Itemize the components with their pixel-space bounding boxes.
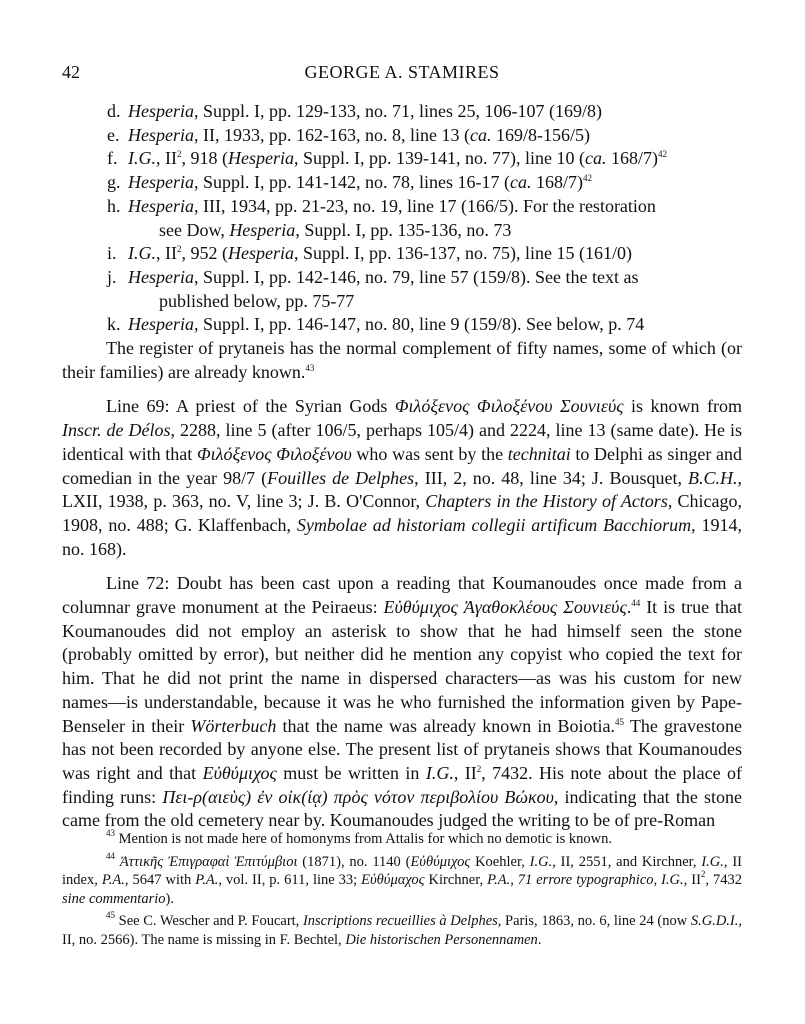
reference-continuation [107,219,742,243]
footnote [62,830,742,849]
text-run: 168/7) [531,172,583,193]
text-run: , 5647 with [124,872,196,888]
text-run: ca. [509,172,532,193]
text-run: , Paris, 1863, no. 6, line 24 (now [497,913,691,929]
text-run: , 1914, no. 168). [62,514,742,559]
text-run: , III, 2, no. 48, line 34; J. Bousquet, [414,467,688,488]
text-run: S.G.D.I. [690,913,739,929]
reference-letter: k. [107,314,121,335]
text-run: Symbolae ad historiam collegii artificum Bacchiorum [296,514,692,535]
text-run: ca. [469,124,492,145]
running-title: GEORGE A. STAMIRES [304,62,500,82]
footnote [62,850,742,909]
text-run: Fouilles de Delphes [267,467,415,488]
text-run: Die historischen Personennamen [345,931,538,948]
text-run: , II, 2551, and Kirchner, [552,853,702,870]
text-run: , Suppl. I, pp. 129-133, no. 71, lines 25, 106-107 (169/8) [194,101,602,121]
reference-item [107,171,742,195]
reference-item [107,100,742,124]
paragraph [62,395,742,561]
note-ref: 45 [106,910,115,920]
paragraph [62,572,742,833]
text-run: that the name was already known in Boiotia. [276,715,616,736]
note-ref: 42 [657,149,667,160]
text-run: , II [156,148,177,169]
text-run: , III, 1934, pp. 21-23, no. 19, line 17 (166/5). For the restoration [194,195,656,216]
text-run: published below, pp. 75-77 [159,290,355,311]
text-run: Φιλόξενος Φιλοξένου Σουνιεύς [394,396,624,417]
text-run: Πει-ρ(αιεὺς) ἐν οἰκ(ίᾳ) πρὸς νότον περιβολίου Βώκου [162,786,554,807]
note-ref: 44 [106,850,115,861]
text-run: I.G. [425,762,454,783]
text-run: I.G. [128,148,156,169]
text-run: , II [453,762,477,783]
reference-letter: d. [107,101,121,121]
footnotes [62,830,742,953]
note-ref: 2 [177,149,182,160]
reference-letter: e. [107,124,120,145]
body-text [62,337,742,844]
text-run: , 2288, line 5 (after 106/5, perhaps 105/4) and 2224, line 13 (same date). He is identical with that [62,420,742,464]
reference-letter: h. [107,195,121,216]
text-run: I.G. [529,853,553,870]
text-run: P.A. [195,872,219,888]
text-run: See C. Wescher and P. Foucart, [115,913,303,929]
text-run: , 7432 [705,872,742,888]
text-run: , 952 ( [181,243,228,264]
text-run: , Suppl. I, pp. 136-137, no. 75), line 15 (161/0) [294,243,632,264]
text-run: , LXII, 1938, p. 363, no. V, line 3; J. B. O'Connor, [62,467,742,512]
text-run: Hesperia [128,124,194,145]
text-run: . [537,931,542,948]
text-run: , II [683,872,701,888]
text-run: , Suppl. I, pp. 135-136, no. 73 [295,219,512,240]
text-run: Hesperia [128,101,194,121]
text-run: It is true that Koumanoudes did not employ an asterisk to show that he had himself seen the stone (probably omitted by error), but neither did he mention any copyist who copied the text for him. That he did not print the name in dispersed characters—as was his custom for new names—is understandable, because it was he who furnished the information given by Pape-Benseler in their [62,597,742,736]
text-run: P.A. [101,872,125,888]
text-run: who was sent by the [351,443,508,464]
text-run: I.G. [128,243,156,264]
text-run: Hesperia [128,314,194,335]
text-run: . [626,597,632,618]
text-run: Inscriptions recueillies à Delphes [302,913,498,929]
text-run: B.C.H. [688,467,738,488]
text-run: , 918 ( [181,148,228,169]
text-run: Kirchner, [424,872,488,888]
text-run: The gravestone has not been recorded by anyone else. The present list of prytaneis shows that Koumanoudes was right and that [62,715,742,783]
text-run: The register of prytaneis has the normal complement of fifty names, some of which (or their families) are already known. [62,338,742,382]
reference-list [107,100,742,337]
text-run: P.A. [487,872,511,888]
text-run: 169/8-156/5) [491,124,590,145]
text-run: Hesperia [229,219,296,240]
text-run: 168/7) [606,148,658,169]
text-run: ). [165,890,174,907]
text-run: is known from [623,396,743,417]
text-run: , Suppl. I, pp. 141-142, no. 78, lines 16-17 ( [194,172,510,193]
text-run: Wörterbuch [190,715,277,736]
reference-item [107,124,742,148]
text-run: , II [156,243,177,264]
paragraph [62,337,742,384]
text-run: Hesperia [128,266,194,287]
text-run: Hesperia [128,195,194,216]
note-ref: 43 [106,828,115,838]
text-run: Εὐθύμιχος [202,762,277,783]
text-run: Line 69: A priest of the Syrian Gods [106,396,395,417]
text-run: , Suppl. I, pp. 139-141, no. 77), line 10 ( [294,148,585,169]
text-run: Εὐθύμαχος [361,872,425,888]
note-ref: 2 [700,869,706,879]
footnote [62,912,742,949]
text-run: to Delphi as singer and comedian in the year 98/7 ( [62,443,742,488]
reference-item [107,147,742,171]
text-run: Inscr. de Délos [62,420,171,441]
reference-letter: j. [107,266,117,287]
text-run: Koehler, [470,853,530,870]
text-run: Line 72: Doubt has been cast upon a reading that Koumanoudes once made from a columnar grave monument at the Peiraeus: [62,573,742,618]
reference-continuation [107,290,742,314]
text-run: , Suppl. I, pp. 142-146, no. 79, line 57 (159/8). See the text as [194,266,639,287]
text-run: Chapters in the History of Actors [425,491,668,512]
page-number: 42 [62,62,80,82]
text-run: Hesperia [128,172,194,193]
text-run: , II index, [62,853,742,888]
text-run: I.G. [701,853,724,870]
note-ref: 2 [177,244,182,255]
text-run: , [510,872,518,888]
text-run: Εὐθύμιχος [410,853,471,870]
text-run: Mention is not made here of homonyms from Attalis for which no demotic is known. [115,831,612,847]
text-run: see Dow, [159,219,230,240]
reference-item [107,242,742,266]
text-run: technitai [507,443,571,464]
reference-item [107,266,742,313]
text-run: must be written in [276,762,426,783]
text-run: , vol. II, p. 611, line 33; [218,872,362,888]
text-run: , II, no. 2566). The name is missing in F. Bechtel, [62,913,742,948]
text-run: Φιλόξενος Φιλοξένου [196,443,352,464]
note-ref: 42 [582,173,592,184]
text-run: , Suppl. I, pp. 146-147, no. 80, line 9 (159/8). See below, p. 74 [194,314,645,335]
reference-item [107,195,742,242]
reference-letter: i. [107,243,117,264]
reference-letter: g. [107,172,121,193]
note-ref: 2 [476,763,482,774]
reference-item [107,313,742,337]
text-run: , II, 1933, pp. 162-163, no. 8, line 13 ( [194,124,470,145]
page-header [62,62,742,84]
text-run: Hesperia [228,148,294,169]
reference-letter: f. [107,148,118,169]
text-run: Ἀττικῆς Ἐπιγραφαὶ Ἐπιτύμβιοι [115,853,298,870]
text-run: , indicating that the stone came from the old cemetery near by. Koumanoudes judged the writing to be of pre-Roman [62,786,742,831]
text-run: sine commentario [62,890,166,907]
text-run: Εὐθύμιχος Ἀγαθοκλέους Σουνιεύς [383,597,627,618]
text-run: Hesperia [228,243,294,264]
text-run: , 7432. His note about the place of finding runs: [62,762,742,807]
text-run: , Chicago, 1908, no. 488; G. Klaffenbach, [62,491,742,535]
note-ref: 43 [305,362,315,373]
note-ref: 45 [615,716,625,727]
text-run: ca. [584,148,607,169]
text-run: 71 errore typographico, I.G. [517,872,684,888]
note-ref: 44 [631,598,641,609]
text-run: (1871), no. 1140 ( [297,853,411,870]
